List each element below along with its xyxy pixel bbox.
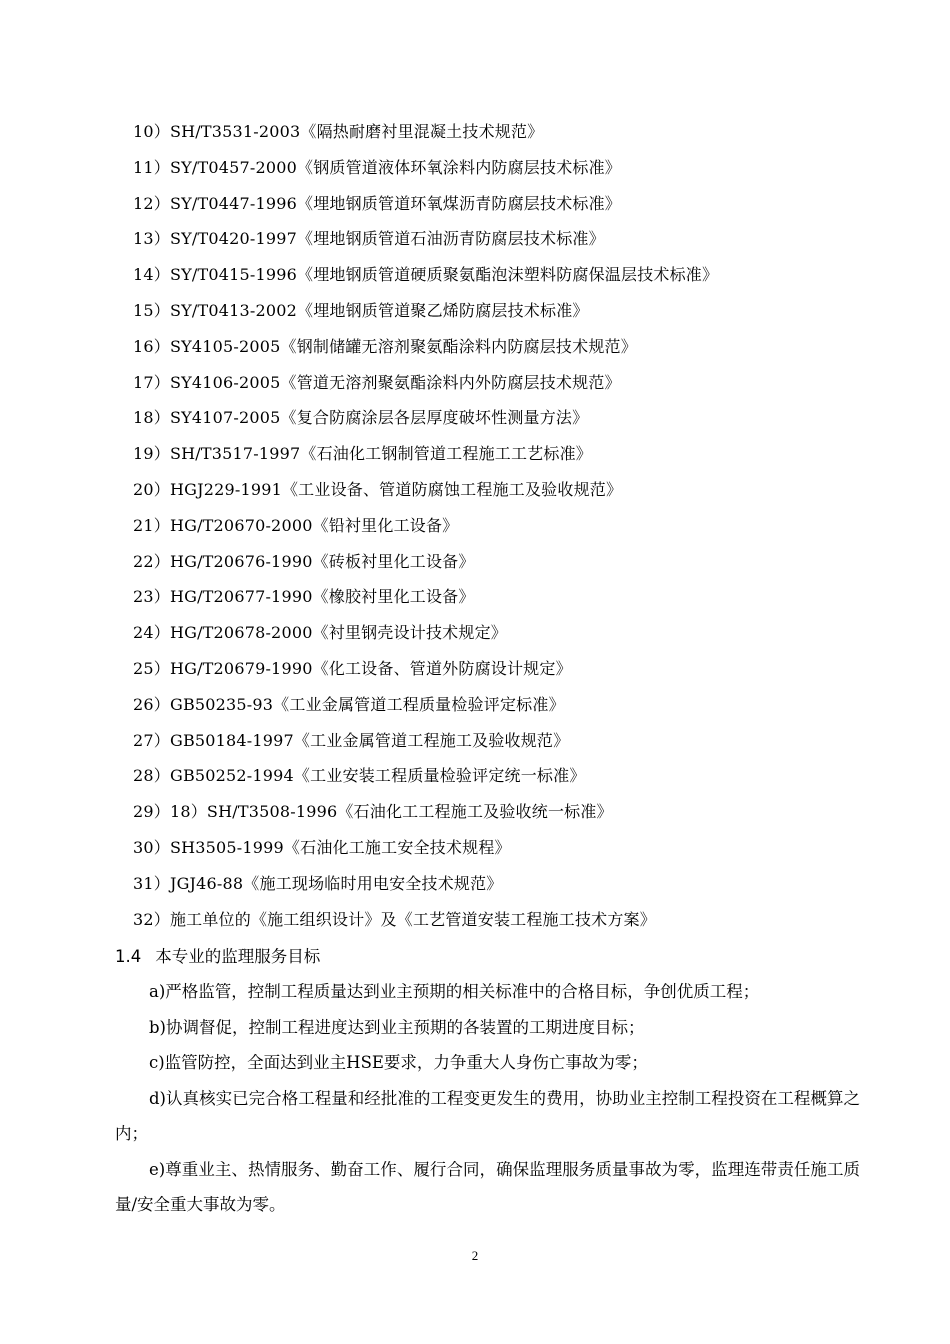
goal-paragraph: d)认真核实已完合格工程量和经批准的工程变更发生的费用，协助业主控制工程投资在工程概算之内； (115, 1088, 860, 1143)
list-item: 15）SY/T0413-2002《埋地钢质管道聚乙烯防腐层技术标准》 (133, 300, 589, 320)
list-item: 31）JGJ46-88《施工现场临时用电安全技术规范》 (133, 873, 503, 893)
page-number: 2 (471, 1248, 479, 1263)
list-item: 32）施工单位的《施工组织设计》及《工艺管道安装工程施工技术方案》 (133, 909, 656, 929)
list-item: 14）SY/T0415-1996《埋地钢质管道硬质聚氨酯泡沫塑料防腐保温层技术标准》 (133, 265, 719, 285)
list-item: 20）HGJ229-1991《工业设备、管道防腐蚀工程施工及验收规范》 (133, 479, 623, 499)
list-item: 28）GB50252-1994《工业安装工程质量检验评定统一标准》 (133, 766, 586, 786)
goal-paragraph: b)协调督促，控制工程进度达到业主预期的各装置的工期进度目标； (149, 1017, 645, 1037)
list-item: 12）SY/T0447-1996《埋地钢质管道环氧煤沥青防腐层技术标准》 (133, 193, 621, 213)
goal-paragraph: a)严格监管，控制工程质量达到业主预期的相关标准中的合格目标，争创优质工程； (149, 982, 760, 1001)
list-item: 21）HG/T20670-2000《铅衬里化工设备》 (133, 515, 459, 535)
list-item: 24）HG/T20678-2000《衬里钢壳设计技术规定》 (133, 623, 507, 643)
list-item: 30）SH3505-1999《石油化工施工安全技术规程》 (133, 837, 511, 857)
list-item: 11）SY/T0457-2000《钢质管道液体环氧涂料内防腐层技术标准》 (133, 157, 621, 177)
list-item: 23）HG/T20677-1990《橡胶衬里化工设备》 (133, 587, 475, 607)
list-item: 27）GB50184-1997《工业金属管道工程施工及验收规范》 (133, 730, 570, 750)
section-number: 1.4 (115, 947, 142, 966)
list-item: 16）SY4105-2005《钢制储罐无溶剂聚氨酯涂料内防腐层技术规范》 (133, 336, 637, 356)
list-item: 19）SH/T3517-1997《石油化工钢制管道工程施工工艺标准》 (133, 444, 592, 464)
standards-list (133, 114, 873, 937)
goal-paragraph: e)尊重业主、热情服务、勤奋工作、履行合同，确保监理服务质量事故为零，监理连带责任施工质量/安全重大事故为零。 (115, 1159, 860, 1214)
list-item: 29）18）SH/T3508-1996《石油化工工程施工及验收统一标准》 (133, 802, 613, 822)
list-item: 25）HG/T20679-1990《化工设备、管道外防腐设计规定》 (133, 658, 572, 678)
list-item: 22）HG/T20676-1990《砖板衬里化工设备》 (133, 551, 475, 571)
list-item: 17）SY4106-2005《管道无溶剂聚氨酯涂料内外防腐层技术规范》 (133, 372, 621, 392)
goal-paragraph: c)监管防控，全面达到业主HSE要求，力争重大人身伤亡事故为零； (149, 1053, 648, 1072)
section-heading (115, 942, 320, 972)
service-goals (115, 974, 860, 1223)
list-item: 26）GB50235-93《工业金属管道工程质量检验评定标准》 (133, 694, 565, 714)
list-item: 10）SH/T3531-2003《隔热耐磨衬里混凝土技术规范》 (133, 122, 544, 141)
section-title: 本专业的监理服务目标 (155, 947, 321, 966)
list-item: 18）SY4107-2005《复合防腐涂层各层厚度破坏性测量方法》 (133, 408, 589, 428)
list-item: 13）SY/T0420-1997《埋地钢质管道石油沥青防腐层技术标准》 (133, 229, 605, 249)
